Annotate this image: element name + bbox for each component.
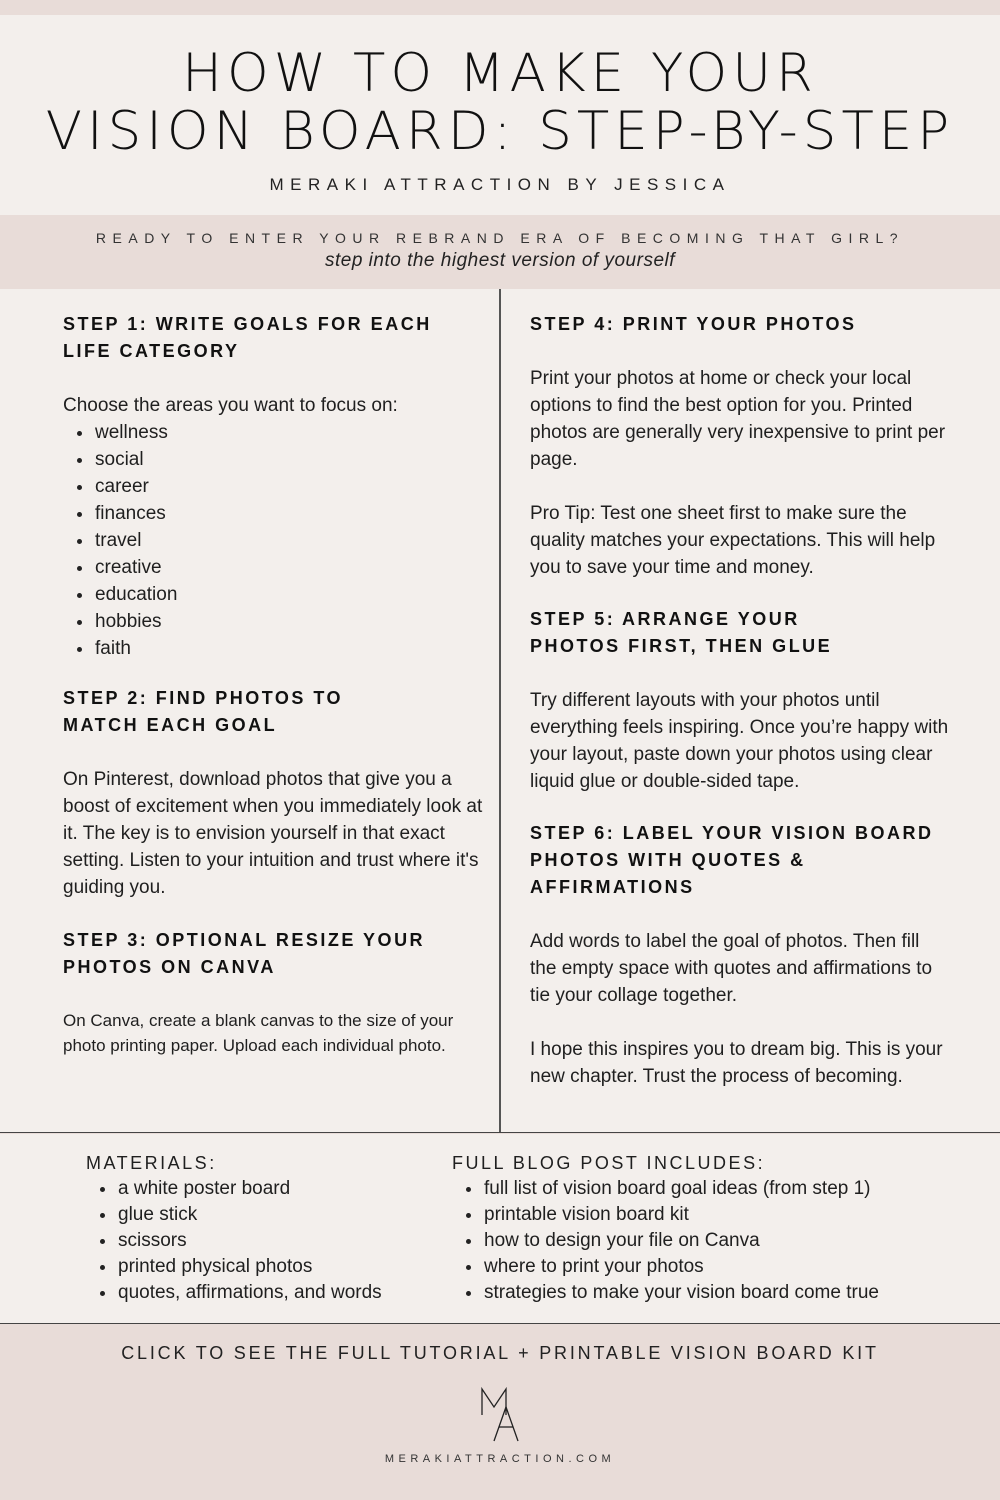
materials-list — [86, 1176, 426, 1306]
banner-tagline: step into the highest version of yourself — [324, 250, 676, 271]
page-subtitle: MERAKI ATTRACTION BY JESSICA — [269, 175, 731, 194]
list-item: printable vision board kit — [464, 1202, 972, 1228]
blog-includes-column — [452, 1150, 972, 1306]
step-2-heading — [63, 685, 488, 739]
list-item: hobbies — [75, 608, 488, 635]
step-1-heading-line-2: LIFE CATEGORY — [63, 341, 240, 361]
list-item: strategies to make your vision board come true — [464, 1280, 972, 1306]
step-6-heading-line-2: PHOTOS WITH QUOTES & — [530, 850, 806, 870]
step-3-heading-line-2: PHOTOS ON CANVA — [63, 957, 276, 977]
step-1-heading — [63, 311, 488, 365]
step-3-heading-line-1: STEP 3: OPTIONAL RESIZE YOUR — [63, 930, 426, 950]
list-item: travel — [75, 527, 488, 554]
list-item: full list of vision board goal ideas (from step 1) — [464, 1176, 972, 1202]
step-5-heading-line-2: PHOTOS FIRST, THEN GLUE — [530, 636, 833, 656]
footer — [0, 1325, 1000, 1500]
step-6-heading-line-1: STEP 6: LABEL YOUR VISION BOARD — [530, 823, 934, 843]
list-item: quotes, affirmations, and words — [98, 1280, 426, 1306]
step-2-body: On Pinterest, download photos that give you a boost of excitement when you immediately look at it. The key is to envision yourself in that exact setting. Listen to your intuition and trust where it's guiding you. — [63, 769, 483, 898]
list-item: how to design your file on Canva — [464, 1228, 972, 1254]
step-2-heading-line-1: STEP 2: FIND PHOTOS TO — [63, 688, 344, 708]
list-item: finances — [75, 500, 488, 527]
list-item: scissors — [98, 1228, 426, 1254]
list-item: creative — [75, 554, 488, 581]
blog-includes-heading: FULL BLOG POST INCLUDES: — [452, 1153, 766, 1173]
meraki-attraction-logo — [478, 1385, 522, 1445]
list-item: printed physical photos — [98, 1254, 426, 1280]
list-item: a white poster board — [98, 1176, 426, 1202]
step-6-heading-line-3: AFFIRMATIONS — [530, 877, 695, 897]
list-item: career — [75, 473, 488, 500]
step-2-heading-line-2: MATCH EACH GOAL — [63, 715, 278, 735]
step-4-heading — [530, 311, 950, 338]
list-item: faith — [75, 635, 488, 662]
blog-includes-list — [452, 1176, 972, 1306]
life-category-list — [63, 419, 488, 662]
header — [0, 15, 1000, 215]
list-item: education — [75, 581, 488, 608]
step-4-body: Print your photos at home or check your local options to find the best option for you. Printed photos are generally very inexpensive to print per page. — [530, 368, 946, 470]
materials-heading: MATERIALS: — [86, 1153, 217, 1173]
step-6-body: Add words to label the goal of photos. Then fill the empty space with quotes and affirmations to tie your collage together. — [530, 931, 933, 1006]
banner-question: READY TO ENTER YOUR REBRAND ERA OF BECOMING THAT GIRL? — [95, 230, 905, 246]
step-5-heading-line-1: STEP 5: ARRANGE YOUR — [530, 609, 800, 629]
step-3-body: On Canva, create a blank canvas to the size of your photo printing paper. Upload each individual photo. — [63, 1011, 454, 1055]
step-1-heading-line-1: STEP 1: WRITE GOALS FOR EACH — [63, 314, 432, 334]
list-item: glue stick — [98, 1202, 426, 1228]
column-divider — [499, 289, 501, 1132]
tutorial-cta-link[interactable]: CLICK TO SEE THE FULL TUTORIAL + PRINTABLE VISION BOARD KIT — [121, 1343, 879, 1363]
step-4-heading-line-1: STEP 4: PRINT YOUR PHOTOS — [530, 314, 857, 334]
title-line-2: VISION BOARD: STEP-BY-STEP — [45, 101, 955, 162]
list-item: where to print your photos — [464, 1254, 972, 1280]
list-item: wellness — [75, 419, 488, 446]
step-1-intro: Choose the areas you want to focus on: — [63, 395, 398, 416]
title-line-1: HOW TO MAKE YOUR — [182, 43, 818, 104]
steps-left-column — [63, 311, 488, 1058]
steps-section — [0, 289, 1000, 1133]
step-5-heading — [530, 606, 950, 660]
list-item: social — [75, 446, 488, 473]
step-6-closing: I hope this inspires you to dream big. This is your new chapter. Trust the process of becoming. — [530, 1039, 943, 1087]
step-6-heading — [530, 820, 950, 901]
step-5-body: Try different layouts with your photos until everything feels inspiring. Once you’re happy with your layout, paste down your photos using clear liquid glue or double-sided tape. — [530, 690, 949, 792]
step-4-pro-tip: Pro Tip: Test one sheet first to make sure the quality matches your expectations. This will help you to save your time and money. — [530, 503, 936, 578]
tagline-banner — [0, 215, 1000, 289]
steps-right-column — [530, 311, 950, 1090]
materials-column — [86, 1150, 426, 1306]
page-title — [0, 15, 1000, 161]
materials-section — [0, 1134, 1000, 1324]
top-strip — [0, 0, 1000, 15]
step-3-heading — [63, 927, 488, 981]
website-url[interactable]: MERAKIATTRACTION.COM — [384, 1453, 616, 1465]
